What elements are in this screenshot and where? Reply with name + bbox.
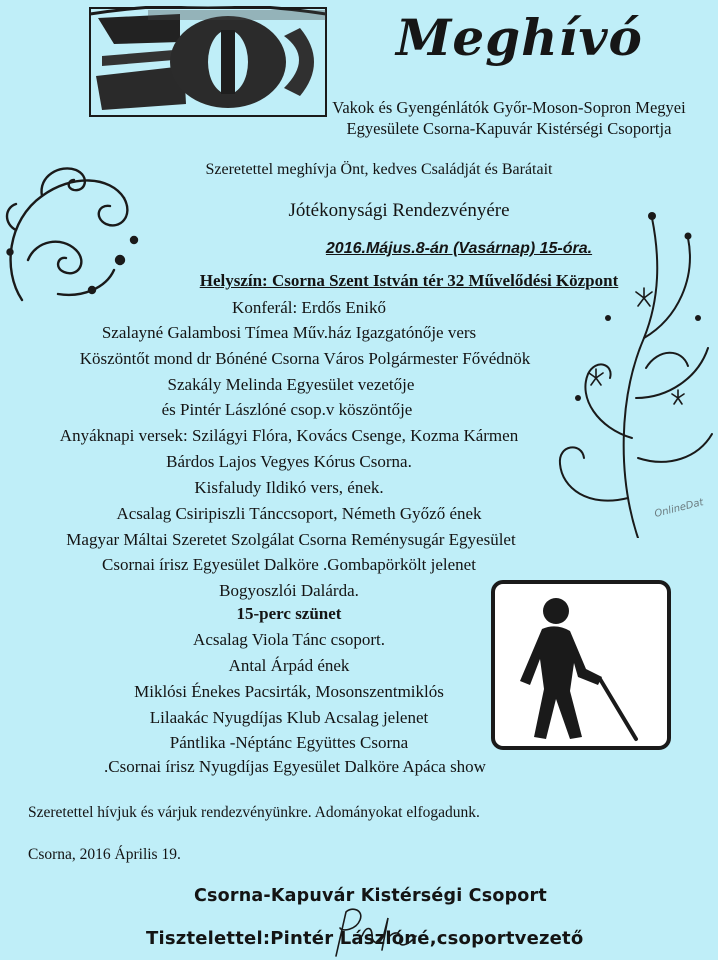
closing-text: Szeretettel hívjuk és várjuk rendezvényünkre. Adományokat elfogadunk. (28, 804, 480, 821)
eye-logo-icon (88, 6, 328, 118)
program-item: Acsalag Viola Tánc csoport. (193, 630, 385, 649)
event-venue: Helyszín: Csorna Szent István tér 32 Művelődési Központ (199, 271, 619, 290)
program-item: Bárdos Lajos Vegyes Kórus Csorna. (166, 452, 412, 471)
blind-pedestrian-icon (490, 579, 672, 751)
program-item: .Csornai írisz Nyugdíjas Egyesület Dalköre Apáca show (104, 757, 486, 776)
signoff-text: Tisztelettel:Pintér Lászlóné,csoportvezető (146, 928, 584, 949)
program-break: 15-perc szünet (236, 604, 342, 623)
watermark-text: OnlineDat (653, 497, 705, 520)
program-item: Köszöntőt mond dr Bónéné Csorna Város Polgármester Fővédnök (79, 349, 531, 368)
organization-line-2: Egyesülete Csorna-Kapuvár Kistérségi Csoportja (346, 119, 672, 138)
program-item: és Pintér Lászlóné csop.v köszöntője (161, 400, 413, 419)
invitation-text: Szeretettel meghívja Önt, kedves Családját és Barátait (205, 161, 553, 178)
program-item: Antal Árpád ének (228, 656, 350, 675)
program-item: Acsalag Csiripiszli Tánccsoport, Németh Győző ének (116, 504, 482, 523)
program-item: Magyar Máltai Szeretet Szolgálat Csorna Reménysugár Egyesület (66, 530, 516, 549)
program-item: Csornai írisz Egyesület Dalköre .Gombapörkölt jelenet (102, 555, 476, 574)
program-item: Szalayné Galambosi Tímea Műv.ház Igazgatónője vers (101, 323, 477, 342)
program-item: Szakály Melinda Egyesület vezetője (167, 375, 415, 394)
event-name: Jótékonysági Rendezvényére (288, 200, 510, 221)
invitation-title: Meghívó (396, 8, 643, 67)
program-item: Lilaakác Nyugdíjas Klub Acsalag jelenet (149, 708, 429, 727)
event-date-time: 2016.Május.8-án (Vasárnap) 15-óra. (325, 240, 593, 257)
group-name: Csorna-Kapuvár Kistérségi Csoport (194, 886, 547, 906)
signature-icon (322, 906, 434, 960)
program-item: Pántlika -Néptánc Együttes Csorna (169, 733, 409, 752)
place-and-date: Csorna, 2016 Április 19. (28, 846, 181, 863)
program-item: Bogyoszlói Dalárda. (219, 581, 359, 600)
organization-line-1: Vakok és Gyengénlátók Győr-Moson-Sopron Megyei (332, 98, 686, 117)
program-item: Anyáknapi versek: Szilágyi Flóra, Kovács Csenge, Kozma Kármen (59, 426, 519, 445)
program-item: Kisfaludy Ildikó vers, ének. (194, 478, 384, 497)
program-item: Konferál: Erdős Enikő (232, 298, 386, 317)
program-item: Miklósi Énekes Pacsirták, Mosonszentmiklós (134, 682, 444, 701)
